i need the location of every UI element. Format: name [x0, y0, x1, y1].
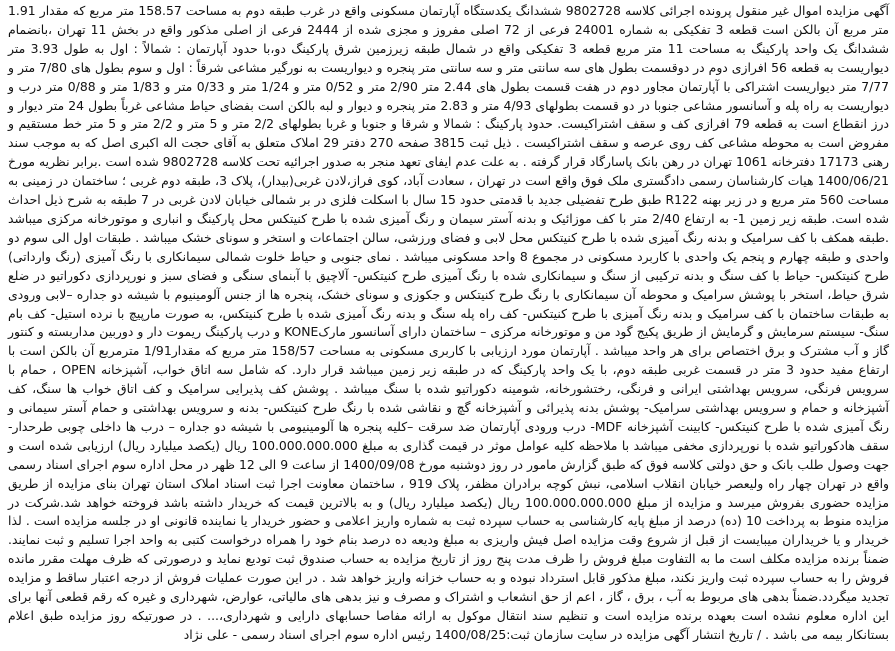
notice-body-text: آگهی مزایده اموال غیر منقول پرونده اجرائی کلاسه 9802728 ششدانگ یکدستگاه آپارتمان مسکونی واقع در غرب طبقه دوم به مساحت 158.57 متر مربع که مقدار 1.91 متر مربع آن بالکن است قطعه 3 تفکیکی به شماره 24001 فرعی از 72 اصلی مفروز و مجزی شده از 2444 فرعی از اصلی مذکور واقع در بخش 11 تهران ،بانضمام ششدانگ یک واحد پارکینگ به مساحت 11 متر مربع قطعه 3 تفکیکی واقع در شمال طبقه زیرزمین شرق پارکینگ دو،با حدود آپارتمان : شمالاً : اول به طول 3.93 متر دیواریست به قطعه 56 افرازی دوم در دوقسمت بطول های سه سانتی متر و سه سانتی متر پنجره و دیواریست به نورگیر مشاعی شرقاً : اول و سوم بطول های 7/80 متر و 7/77 متر دیواریست اشتراکی با آپارتمان مجاور دوم در هفت قسمت بطول های 2.44 متر 2/90 متر و 0/52 متر و 1/24 متر و 0/33 متر و 1/83 متر و 0/88 متر درب و دیواریست به راه پله و آسانسور مشاعی جنوبا در دو قسمت بطولهای 4/93 متر و 2.83 متر پنجره و دیوار و لبه بالکن است بفضای حیاط مشاعی غرباً بطول 24 متر دیوار و درز انقطاع است به قطعه 79 افرازی کف و سقف اشتراکیست. حدود پارکینگ : شمالا و شرقا و جنوبا و غربا بطولهای 2/2 متر و 5 متر و 2/2 متر و 5 متر خط مستقیم و مفروض است به محوطه مشاعی کف روی عرصه و سقف اشتراکیست . ذیل ثبت 3815 صفحه 270 دفتر 29 املاک متعلق به آقای حجت اله اکبری اصل که به موجب سند رهنی 17173 دفترخانه 1061 تهران در رهن بانک پاسارگاد قرار گرفته . به علت عدم ایفای تعهد منجر به صدور اجرائیه تحت کلاسه 9802728 شده است .برابر نظریه مورخ 1400/06/21 هیات کارشناسان رسمی دادگستری ملک فوق واقع است در تهران ، سعادت آباد، کوی فراز،لادن غربی(بیدار)، پلاک 3، طبقه دوم غربی ؛ ساختمان در زمینی به مساحت 560 متر مربع و در زیر بهنه R122 طبق طرح تفضیلی جدید با قدمتی حدود 15 سال با اسکلت فلزی در بر شمالی خیابان لادن غربی در 7 طبقه به شرح ذیل احداث شده است. طبقه زیر زمین 1- به ارتفاع 2/40 متر با کف موزائیک و بدنه آستر سیمان و رنگ آمیزی شده با طرح کنیتکس محل پارکینگ و انباری و موتورخانه مرکزی میباشد .طبقه همکف با کف سرامیک و بدنه رنگ آمیزی شده با طرح کنیتکس محل لابی و فضای ورزشی، سالن اجتماعات و استخر و سونای خشک میباشد . طبقات اول الی سوم دو واحدی و طبقه چهارم و پنجم یک واحدی با کاربرد مسکونی در مجموع 8 واحد مسکونی میباشد . نمای جنوبی و حیاط خلوت شمالی سیمانکاری با رنگ آمیزی (رنگ وارداتی) طرح کنیتکس- حیاط با کف سنگ و بدنه ترکیبی از سنگ و سیمانکاری شده با رنگ آمیزی طرح کنیتکس- آلاچیق با آبنمای سنگی و فضای سبز و نورپردازی دکوراتیو در ضلع شرق حیاط، استخر با پوشش سرامیک و محوطه آن سیمانکاری با رنگ طرح کنیتکس و جکوزی و سونای خشک، پنجره ها از جنس آلومینیوم با شیشه دو جداره –لابی ورودی به طبقات ساختمان با کف سرامیک و بدنه رنگ آمیزی با طرح کنیتکس- کف راه پله سنگ و بدنه رنگ آمیزی شده با طرح کنیتکس، به صورت مارپیچ با نرده استیل- کف بام سنگ- سیستم سرمایش و گرمایش از طریق پکیج گود من و موتورخانه مرکزی – ساختمان دارای آسانسور مارکKONE و درب پارکینگ ریموت دار و دوربین مداربسته و کنتور گاز و آب مشترک و برق اختصاص برای هر واحد میباشد . آپارتمان مورد ارزیابی با کاربری مسکونی به مساحت 158/57 متر مربع که مقدار1/91 مترمربع آن بالکن است با ارتفاع مفید حدود 3 متر در قسمت غربی طبقه دوم، با یک واحد پارکینگ که در طبقه زیر زمین میباشد قرار دارد. که شامل سه اتاق خواب، آشپزخانه OPEN ، حمام با سرویس فرنگی، سرویس بهداشتی ایرانی و فرنگی، رختشورخانه، شومینه دکوراتیو شده با سنگ میباشد . پوشش کف پذیرایی سرامیک و کف اتاق خواب ها سنگ، کف آشپزخانه و حمام و سرویس بهداشتی سرامیک- پوشش بدنه پذیرائی و آشپزخانه گچ و نقاشی شده با رنگ طرح کنیتکس- بدنه و سرویس بهداشتی و حمام آستر سیمانی و رنگ آمیزی شده با طرح کنیتکس- کابینت آشپزخانه MDF- درب ورودی آپارتمان ضد سرقت –کلیه پنجره ها آلومینیومی با شیشه دو جداره – درب ها داخلی چوبی طرحدار- سقف هادکوراتیو شده با نورپردازی مخفی میباشد با ملاحظه کلیه عوامل موثر در قیمت گذاری به مبلغ 100.000.000.000 ریال (یکصد میلیارد ریال) ارزیابی شده است و جهت وصول طلب بانک و حق دولتی کلاسه فوق که طبق گزارش مامور در روز دوشنبه مورخ 1400/09/08 از ساعت 9 الی 12 ظهر در محل اداره سوم اجرای اسناد رسمی واقع در تهران چهار راه ولیعصر خیابان انقلاب اسلامی، نبش کوچه برادران مظفر، پلاک 919 ، ساختمان معاونت اجرا ثبت اسناد املاک استان تهران بنای مزایده از طریق مزایده حضوری بفروش میرسد و مزایده از مبلغ 100.000.000.000 ریال (یکصد میلیارد ریال) و به بالاترین قیمت که خریدار داشته باشد فروخته خواهد شد.شرکت در مزایده منوط به پرداخت 10 (ده) درصد از مبلغ پایه کارشناسی به حساب سپرده ثبت به شماره واریز اعلامی و حضور خریدار یا نماینده قانونی او در جلسه مزایده است . لذا خریدار و یا خریداران میبایست از قبل از شروع وقت مزایده اصل فیش واریزی به مبلغ ودیعه ده درصد بنام خود را همراه درخواست کتبی به واحد اجرا تسلیم و ثبت نمایند. ضمناً برنده مزایده مکلف است ما به التفاوت مبلغ فروش را ظرف مدت پنج روز از تاریخ مزایده به حساب صندوق ثبت تودیع نماید و درصورتی که ظرف مهلت مقرر مانده فروش را به حساب سپرده ثبت واریز نکند، مبلغ مذکور قابل استرداد نبوده و به حساب خزانه واریز خواهد شد . در این صورت عملیات فروش از درجه اعتبار ساقط و مزایده تجدید میگردد.ضمناً بدهی های مربوط به آب ، برق ، گاز ، اعم از حق انشعاب و اشتراک و مصرف و نیز بدهی های مالیاتی، عوارض، شهرداری و غیره که رقم قطعی آنها برای این اداره معلوم نشده است بعهده برنده مزایده است و تنظیم سند انتقال موکول به ارائه مفاصا حسابهای دارایی و شهرداری،... . در صورتیکه روز مزایده طبق اعلام بستانکار بیمه می باشد . / تاریخ انتشار آگهی مزایده در سایت سازمان ثبت:1400/08/25 رئیس اداره سوم اجرای اسناد رسمی - علی نژاد: [8, 3, 890, 642]
